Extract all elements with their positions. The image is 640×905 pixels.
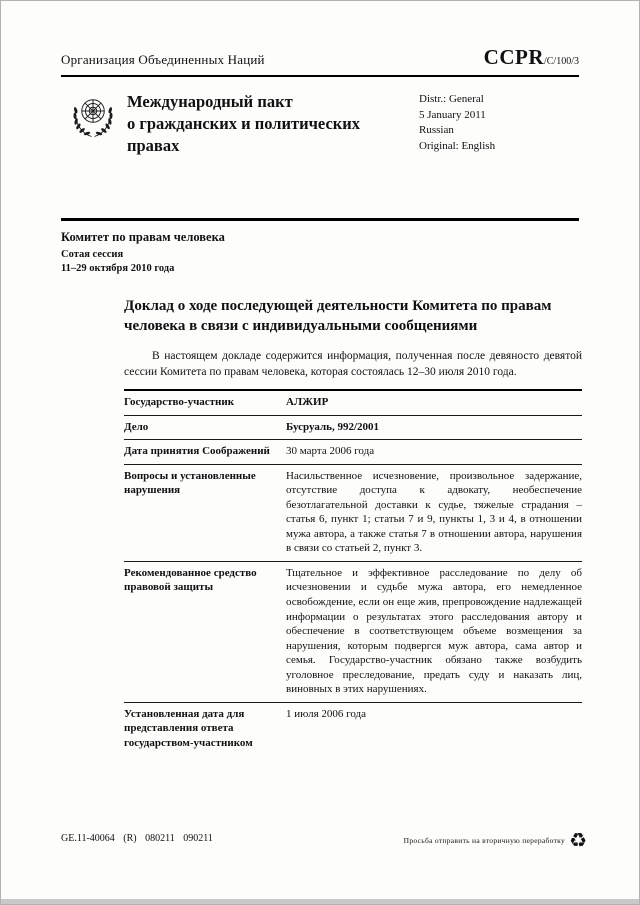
original-line: Original: English <box>419 139 496 152</box>
doc-symbol-main: CCPR <box>483 45 544 69</box>
row-label: Вопросы и установленные нарушения <box>124 469 256 497</box>
committee-block <box>61 230 579 276</box>
covenant-title <box>117 90 360 156</box>
table-row <box>124 440 582 465</box>
row-value: 30 марта 2006 года <box>286 445 375 458</box>
row-label: Установленная дата для представления ответа государством-участником <box>124 707 253 749</box>
table-row <box>124 562 582 703</box>
session-number: Сотая сессия <box>61 249 124 261</box>
distribution-block <box>419 90 579 156</box>
report-title: Доклад о ходе последующей деятельности Комитета по правам человека в связи с индивидуальными сообщениями <box>124 297 552 334</box>
table-row <box>124 391 582 416</box>
header-rule <box>61 75 579 77</box>
section-rule <box>61 218 579 221</box>
language-line: Russian <box>419 124 454 137</box>
recycle-note: Просьба отправить на вторичную переработку <box>403 835 566 845</box>
row-value: Насильственное исчезновение, произвольное задержание, отсутствие доступа к адвокату, необеспечение безотлагательной доставки к судье, тяжелые страдания – статья 6, пункт 1; статьи 7 и 9, пункты 1, 3 и 4, в отношении мужа автора, а также статья 7 в отношении автора, нарушения в связи со статьей 2, пункт 3. <box>286 469 582 555</box>
row-label: Дело <box>124 420 149 433</box>
covenant-title-line: о гражданских и политических <box>127 113 361 133</box>
table-row <box>124 465 582 562</box>
covenant-title-line: правах <box>127 135 180 155</box>
row-label: Государство-участник <box>124 396 235 409</box>
case-table <box>124 389 582 755</box>
row-label: Рекомендованное средство правовой защиты <box>124 566 257 594</box>
intro-paragraph: В настоящем докладе содержится информация, полученная после девяносто девятой сессии Комитета по правам человека, которая состоялась 12–30 июля 2010 года. <box>124 350 582 379</box>
row-label: Дата принятия Соображений <box>124 445 270 458</box>
row-value: Бусруаль, 992/2001 <box>286 420 380 433</box>
recycle-icon: ♻ <box>569 828 587 852</box>
title-block <box>61 90 579 156</box>
row-value: Тщательное и эффективное расследование по делу об исчезновении и судьбе мужа автора, его немедленное освобождение, если он еще жив, препровождение надлежащей информации о результатах этого расследования автору и обеспечение в соответствующем объеме возмещения за нарушения, которым подвергся муж автора, сама автор и семья. Государство-участник обязано также возбудить уголовное преследование, предать суду и наказать лиц, виновных в этих нарушениях. <box>286 566 582 696</box>
committee-name: Комитет по правам человека <box>61 230 225 245</box>
table-row <box>124 703 582 756</box>
document-reference: GE.11-40064 (R) 080211 090211 <box>61 833 213 844</box>
un-emblem-icon <box>69 90 117 144</box>
org-name: Организация Объединенных Наций <box>61 52 265 67</box>
session-dates: 11–29 октября 2010 года <box>61 263 175 275</box>
date-line: 5 January 2011 <box>419 108 486 121</box>
covenant-title-line: Международный пакт <box>127 92 293 111</box>
recycle-block <box>404 830 587 850</box>
distr-line: Distr.: General <box>419 93 484 105</box>
table-row <box>124 416 582 441</box>
row-value: АЛЖИР <box>286 396 329 409</box>
doc-symbol <box>484 45 579 70</box>
masthead <box>61 1 579 77</box>
doc-symbol-suffix: /C/100/3 <box>543 56 579 67</box>
page-edge <box>1 899 639 904</box>
row-value: 1 июля 2006 года <box>286 707 367 720</box>
